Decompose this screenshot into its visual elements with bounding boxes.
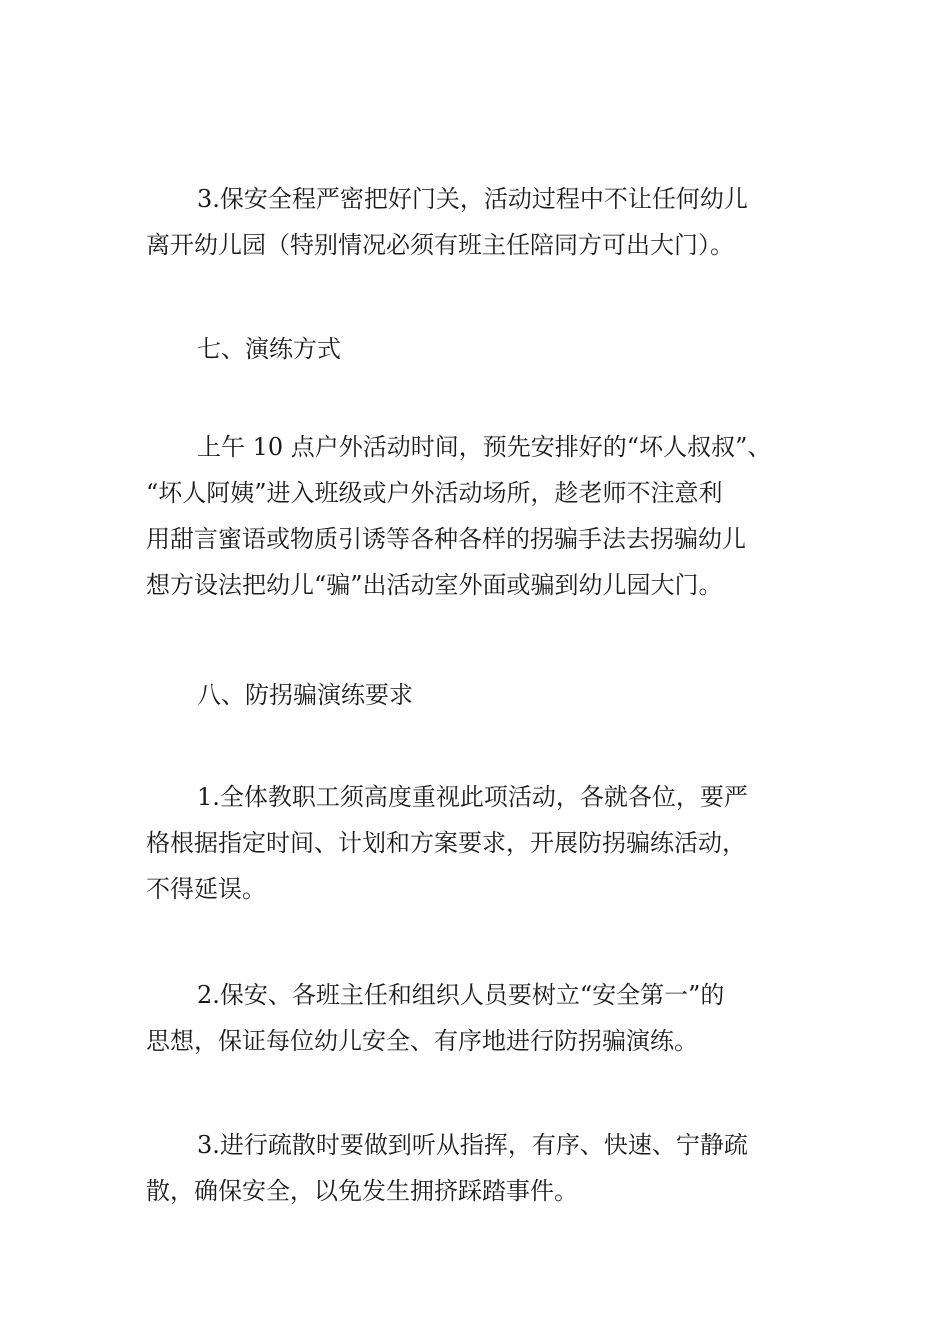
text-line: 3.保安全程严密把好门关，活动过程中不让任何幼儿 [197, 185, 748, 213]
text-line: 1.全体教职工须高度重视此项活动，各就各位，要严 [197, 783, 748, 811]
paragraph-requirement-3 [146, 1122, 826, 1214]
text-line: 格根据指定时间、计划和方案要求，开展防拐骗练活动， [146, 829, 746, 857]
text-line: “坏人阿姨”进入班级或户外活动场所，趁老师不注意利 [146, 479, 723, 507]
heading-text: 八、防拐骗演练要求 [197, 681, 413, 709]
text-line: 想方设法把幼儿“骗”出活动室外面或骗到幼儿园大门。 [146, 571, 723, 599]
paragraph-requirement-2 [146, 972, 826, 1064]
text-line: 思想，保证每位幼儿安全、有序地进行防拐骗演练。 [146, 1027, 698, 1055]
section-heading-drill-method [146, 326, 826, 372]
text-line: 离开幼儿园（特别情况必须有班主任陪同方可出大门）。 [146, 231, 734, 259]
text-line: 用甜言蜜语或物质引诱等各种各样的拐骗手法去拐骗幼儿 [146, 525, 746, 553]
paragraph-guard-gate [146, 176, 826, 268]
paragraph-requirement-1 [146, 774, 826, 912]
text-line: 散，确保安全，以免发生拥挤踩踏事件。 [146, 1177, 578, 1205]
text-line: 3.进行疏散时要做到听从指挥，有序、快速、宁静疏 [197, 1131, 748, 1159]
text-line: 2.保安、各班主任和组织人员要树立“安全第一”的 [197, 981, 725, 1009]
text-line: 不得延误。 [146, 875, 266, 903]
text-line: 上午 10 点户外活动时间，预先安排好的“坏人叔叔”、 [197, 433, 772, 461]
paragraph-drill-method [146, 424, 826, 608]
heading-text: 七、演练方式 [197, 335, 341, 363]
section-heading-drill-requirements [146, 672, 826, 718]
